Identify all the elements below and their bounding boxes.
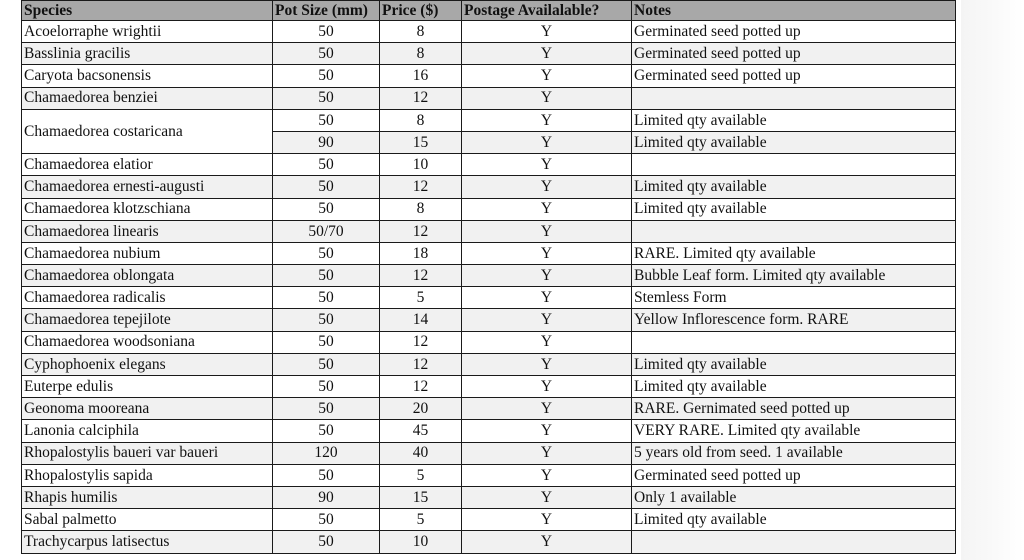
cell-species[interactable]: Chamaedorea elatior	[22, 154, 273, 176]
cell-species[interactable]: Acoelorraphe wrightii	[22, 21, 273, 43]
cell-postage[interactable]: Y	[462, 376, 632, 398]
cell-pot-size[interactable]: 50	[273, 109, 380, 131]
cell-species[interactable]: Chamaedorea linearis	[22, 220, 273, 242]
spreadsheet	[21, 0, 961, 554]
cell-pot-size[interactable]: 90	[273, 486, 380, 508]
table-row	[22, 65, 956, 87]
cell-price[interactable]: 40	[380, 442, 462, 464]
cell-species[interactable]: Euterpe edulis	[22, 376, 273, 398]
cell-species[interactable]: Trachycarpus latisectus	[22, 531, 273, 553]
cell-pot-size[interactable]: 50	[273, 65, 380, 87]
cell-postage[interactable]: Y	[462, 21, 632, 43]
cell-species[interactable]: Chamaedorea woodsoniana	[22, 331, 273, 353]
cell-price[interactable]: 20	[380, 398, 462, 420]
table-body	[22, 21, 956, 554]
cell-price[interactable]: 18	[380, 242, 462, 264]
table-row	[22, 353, 956, 375]
cell-pot-size[interactable]: 50	[273, 353, 380, 375]
cell-postage[interactable]: Y	[462, 242, 632, 264]
cell-pot-size[interactable]: 50	[273, 398, 380, 420]
cell-species[interactable]: Chamaedorea radicalis	[22, 287, 273, 309]
cell-pot-size[interactable]: 50	[273, 420, 380, 442]
table-row	[22, 376, 956, 398]
cell-notes[interactable]: Limited qty available	[632, 131, 956, 153]
cell-price[interactable]: 45	[380, 420, 462, 442]
cell-postage[interactable]: Y	[462, 309, 632, 331]
cell-species[interactable]: Rhopalostylis baueri var baueri	[22, 442, 273, 464]
cell-price[interactable]: 12	[380, 353, 462, 375]
cell-price[interactable]: 12	[380, 376, 462, 398]
table-row	[22, 331, 956, 353]
cell-postage[interactable]: Y	[462, 198, 632, 220]
cell-price[interactable]: 12	[380, 87, 462, 109]
table-row	[22, 398, 956, 420]
cell-notes[interactable]: RARE. Limited qty available	[632, 242, 956, 264]
cell-pot-size[interactable]: 50	[273, 43, 380, 65]
cell-price[interactable]: 10	[380, 154, 462, 176]
cell-price[interactable]: 12	[380, 265, 462, 287]
cell-price[interactable]: 15	[380, 131, 462, 153]
cell-price[interactable]: 5	[380, 509, 462, 531]
cell-postage[interactable]: Y	[462, 109, 632, 131]
header-species[interactable]: Species	[22, 1, 273, 21]
cell-species[interactable]: Chamaedorea ernesti-augusti	[22, 176, 273, 198]
cell-pot-size[interactable]: 50	[273, 176, 380, 198]
sheet-left-margin	[0, 0, 21, 560]
cell-price[interactable]: 5	[380, 287, 462, 309]
cell-notes[interactable]	[632, 87, 956, 109]
cell-species[interactable]: Rhopalostylis sapida	[22, 464, 273, 486]
cell-postage[interactable]: Y	[462, 398, 632, 420]
cell-notes[interactable]: Limited qty available	[632, 353, 956, 375]
cell-price[interactable]: 5	[380, 464, 462, 486]
cell-pot-size[interactable]: 50	[273, 287, 380, 309]
header-postage[interactable]: Postage Availalable?	[462, 1, 632, 21]
plant-price-table	[21, 0, 956, 554]
cell-species[interactable]: Rhapis humilis	[22, 486, 273, 508]
table-row	[22, 509, 956, 531]
cell-pot-size[interactable]: 50	[273, 21, 380, 43]
cell-notes[interactable]: RARE. Gernimated seed potted up	[632, 398, 956, 420]
cell-pot-size[interactable]: 50	[273, 376, 380, 398]
cell-price[interactable]: 12	[380, 331, 462, 353]
cell-notes[interactable]: Limited qty available	[632, 109, 956, 131]
table-row	[22, 87, 956, 109]
cell-notes[interactable]: Bubble Leaf form. Limited qty available	[632, 265, 956, 287]
cell-price[interactable]: 12	[380, 176, 462, 198]
cell-postage[interactable]: Y	[462, 353, 632, 375]
cell-postage[interactable]: Y	[462, 131, 632, 153]
cell-postage[interactable]: Y	[462, 287, 632, 309]
cell-price[interactable]: 8	[380, 109, 462, 131]
cell-postage[interactable]: Y	[462, 509, 632, 531]
cell-postage[interactable]: Y	[462, 420, 632, 442]
header-pot-size[interactable]: Pot Size (mm)	[273, 1, 380, 21]
cell-pot-size[interactable]: 50/70	[273, 220, 380, 242]
cell-price[interactable]: 15	[380, 486, 462, 508]
cell-notes[interactable]	[632, 154, 956, 176]
cell-notes[interactable]: Yellow Inflorescence form. RARE	[632, 309, 956, 331]
cell-postage[interactable]: Y	[462, 65, 632, 87]
cell-notes[interactable]: Germinated seed potted up	[632, 464, 956, 486]
cell-pot-size[interactable]: 90	[273, 131, 380, 153]
cell-postage[interactable]: Y	[462, 486, 632, 508]
table-row	[22, 486, 956, 508]
cell-notes[interactable]: Germinated seed potted up	[632, 21, 956, 43]
cell-pot-size[interactable]: 50	[273, 87, 380, 109]
table-row	[22, 43, 956, 65]
cell-pot-size[interactable]: 50	[273, 531, 380, 553]
cell-species[interactable]: Sabal palmetto	[22, 509, 273, 531]
cell-species[interactable]: Basslinia gracilis	[22, 43, 273, 65]
cell-pot-size[interactable]: 50	[273, 242, 380, 264]
cell-pot-size[interactable]: 50	[273, 331, 380, 353]
table-row	[22, 242, 956, 264]
cell-species[interactable]: Chamaedorea benziei	[22, 87, 273, 109]
cell-notes[interactable]: Limited qty available	[632, 509, 956, 531]
cell-species[interactable]: Chamaedorea nubium	[22, 242, 273, 264]
table-row	[22, 420, 956, 442]
cell-postage[interactable]: Y	[462, 220, 632, 242]
table-row	[22, 198, 956, 220]
table-row	[22, 531, 956, 553]
cell-species[interactable]: Chamaedorea tepejilote	[22, 309, 273, 331]
cell-pot-size[interactable]: 50	[273, 265, 380, 287]
table-row	[22, 265, 956, 287]
header-notes[interactable]: Notes	[632, 1, 956, 21]
cell-notes[interactable]: Only 1 available	[632, 486, 956, 508]
table-row	[22, 309, 956, 331]
cell-postage[interactable]: Y	[462, 442, 632, 464]
table-row	[22, 109, 956, 131]
cell-postage[interactable]: Y	[462, 87, 632, 109]
cell-price[interactable]: 14	[380, 309, 462, 331]
cell-price[interactable]: 8	[380, 21, 462, 43]
cell-notes[interactable]: Germinated seed potted up	[632, 43, 956, 65]
cell-species[interactable]: Lanonia calciphila	[22, 420, 273, 442]
cell-postage[interactable]: Y	[462, 265, 632, 287]
table-row	[22, 220, 956, 242]
table-row	[22, 21, 956, 43]
header-row	[22, 1, 956, 21]
cell-postage[interactable]: Y	[462, 43, 632, 65]
cell-notes[interactable]: Limited qty available	[632, 198, 956, 220]
cell-postage[interactable]: Y	[462, 531, 632, 553]
table-row	[22, 154, 956, 176]
cell-notes[interactable]: Stemless Form	[632, 287, 956, 309]
cell-postage[interactable]: Y	[462, 154, 632, 176]
sheet-right-margin	[961, 0, 1024, 560]
cell-postage[interactable]: Y	[462, 464, 632, 486]
header-price[interactable]: Price ($)	[380, 1, 462, 21]
cell-notes[interactable]	[632, 331, 956, 353]
table-row	[22, 287, 956, 309]
cell-species[interactable]: Geonoma mooreana	[22, 398, 273, 420]
cell-species[interactable]: Cyphophoenix elegans	[22, 353, 273, 375]
cell-notes[interactable]: Limited qty available	[632, 376, 956, 398]
table-row	[22, 176, 956, 198]
cell-price[interactable]: 12	[380, 220, 462, 242]
cell-notes[interactable]	[632, 220, 956, 242]
cell-notes[interactable]: 5 years old from seed. 1 available	[632, 442, 956, 464]
cell-species[interactable]: Chamaedorea klotzschiana	[22, 198, 273, 220]
cell-species[interactable]: Chamaedorea oblongata	[22, 265, 273, 287]
cell-price[interactable]: 10	[380, 531, 462, 553]
table-row	[22, 442, 956, 464]
cell-notes[interactable]	[632, 531, 956, 553]
cell-notes[interactable]: Germinated seed potted up	[632, 65, 956, 87]
cell-price[interactable]: 8	[380, 198, 462, 220]
cell-pot-size[interactable]: 50	[273, 309, 380, 331]
cell-price[interactable]: 16	[380, 65, 462, 87]
table-row	[22, 464, 956, 486]
cell-pot-size[interactable]: 50	[273, 198, 380, 220]
cell-price[interactable]: 8	[380, 43, 462, 65]
cell-notes[interactable]: Limited qty available	[632, 176, 956, 198]
cell-pot-size[interactable]: 50	[273, 154, 380, 176]
cell-pot-size[interactable]: 120	[273, 442, 380, 464]
cell-pot-size[interactable]: 50	[273, 509, 380, 531]
cell-postage[interactable]: Y	[462, 331, 632, 353]
cell-species[interactable]: Caryota bacsonensis	[22, 65, 273, 87]
cell-notes[interactable]: VERY RARE. Limited qty available	[632, 420, 956, 442]
cell-species[interactable]: Chamaedorea costaricana	[22, 109, 273, 153]
cell-postage[interactable]: Y	[462, 176, 632, 198]
cell-pot-size[interactable]: 50	[273, 464, 380, 486]
